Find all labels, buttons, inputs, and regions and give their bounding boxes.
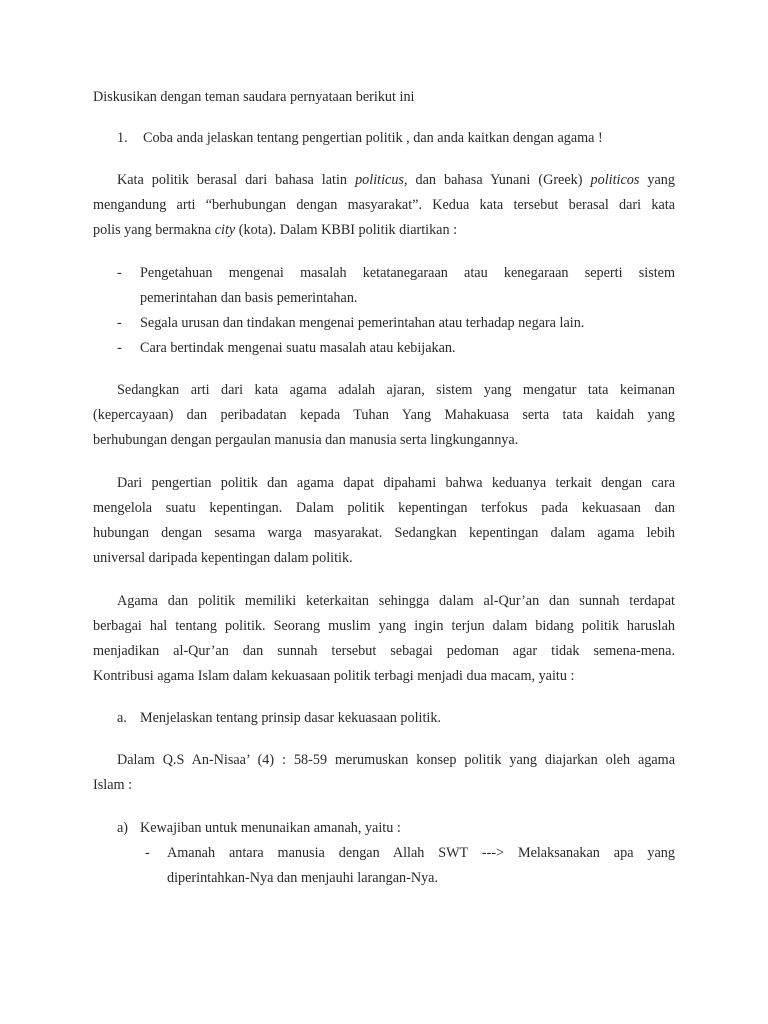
para1-line3: polis yang bermakna city (kota). Dalam KBBI politik diartikan : — [93, 222, 458, 238]
para5-line2: Islam : — [93, 777, 133, 793]
para2-line1: Sedangkan arti dari kata agama adalah ajaran, sistem yang mengatur tata keimanan — [117, 382, 675, 398]
para3-line1: Dari pengertian politik dan agama dapat dipahami bahwa keduanya terkait dengan cara — [117, 475, 675, 491]
para2-line3: berhubungan dengan pergaulan manusia dan manusia serta lingkungannya. — [93, 432, 519, 448]
question-number: 1. — [117, 130, 128, 146]
para4-line4: Kontribusi agama Islam dalam kekuasaan politik terbagi menjadi dua macam, yaitu : — [93, 668, 575, 684]
para2-line2: (kepercayaan) dan peribadatan kepada Tuhan Yang Mahakuasa serta tata kaidah yang — [93, 407, 675, 423]
para3-line4: universal daripada kepentingan dalam politik. — [93, 550, 353, 566]
question-text: Coba anda jelaskan tentang pengertian politik , dan anda kaitkan dengan agama ! — [143, 130, 603, 146]
sub-a-marker: a) — [117, 820, 129, 836]
kbbi-item1-line1: Pengetahuan mengenai masalah ketatanegaraan atau kenegaraan seperti sistem — [140, 265, 675, 281]
sub-a-item1-line2: diperintahkan-Nya dan menjauhi larangan-Nya. — [167, 870, 439, 886]
heading: Diskusikan dengan teman saudara pernyataan berikut ini — [93, 89, 415, 105]
para4-line1: Agama dan politik memiliki keterkaitan sehingga dalam al-Qur’an dan sunnah terdapat — [117, 593, 675, 609]
kbbi-item3: Cara bertindak mengenai suatu masalah atau kebijakan. — [140, 340, 456, 356]
point-a-marker: a. — [117, 710, 127, 726]
para5-line1: Dalam Q.S An-Nisaa’ (4) : 58-59 merumuskan konsep politik yang diajarkan oleh agama — [117, 752, 675, 768]
list-marker: - — [117, 265, 122, 281]
para3-line2: mengelola suatu kepentingan. Dalam politik kepentingan terfokus pada kekuasaan dan — [93, 500, 675, 516]
point-a-text: Menjelaskan tentang prinsip dasar kekuasaan politik. — [140, 710, 442, 726]
kbbi-item1-line2: pemerintahan dan basis pemerintahan. — [140, 290, 358, 306]
para4-line2: berbagai hal tentang politik. Seorang muslim yang ingin terjun dalam bidang politik haruslah — [93, 618, 675, 634]
kbbi-item2: Segala urusan dan tindakan mengenai pemerintahan atau terhadap negara lain. — [140, 315, 585, 331]
para1-line2: mengandung arti “berhubungan dengan masyarakat”. Kedua kata tersebut berasal dari kata — [93, 197, 675, 213]
list-marker: - — [117, 315, 122, 331]
para1-line1: Kata politik berasal dari bahasa latin politicus, dan bahasa Yunani (Greek) politicos yang — [117, 172, 675, 188]
sub-a-text: Kewajiban untuk menunaikan amanah, yaitu : — [140, 820, 401, 836]
para3-line3: hubungan dengan sesama warga masyarakat. Sedangkan kepentingan dalam agama lebih — [93, 525, 675, 541]
list-marker: - — [117, 340, 122, 356]
para4-line3: menjadikan al-Qur’an dan sunnah tersebut sebagai pedoman agar tidak semena-mena. — [93, 643, 675, 659]
sub-a-dash: - — [145, 845, 150, 861]
sub-a-item1-line1: Amanah antara manusia dengan Allah SWT ---> Melaksanakan apa yang — [167, 845, 675, 861]
